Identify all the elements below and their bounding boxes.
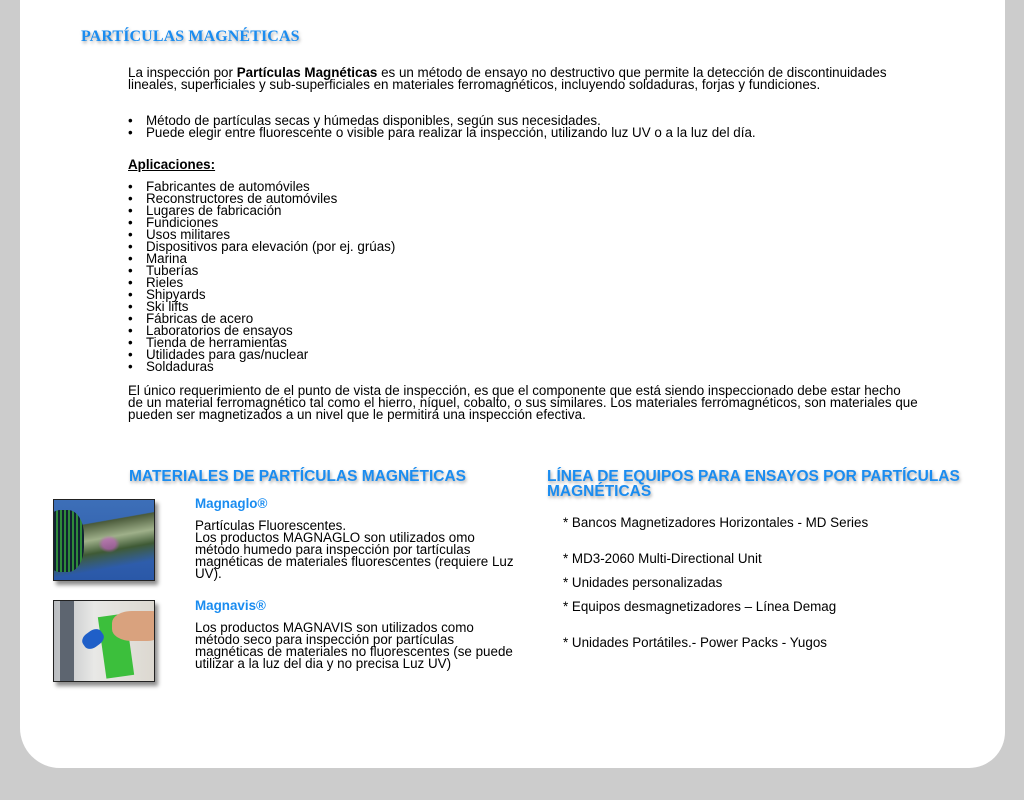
applications-heading: Aplicaciones: <box>128 157 216 172</box>
product-description-magnaglo <box>195 520 515 580</box>
intro-paragraph <box>128 67 918 91</box>
bullet-icon: • <box>128 239 133 254</box>
bullet-icon: • <box>128 323 133 338</box>
magnaglo-image <box>53 499 155 581</box>
image-post <box>60 601 74 681</box>
bullet-icon: • <box>128 125 133 140</box>
application-text: Rieles <box>146 275 184 290</box>
application-text: Utilidades para gas/nuclear <box>146 347 309 362</box>
bullet-icon: • <box>128 113 133 128</box>
bullet-icon: • <box>128 251 133 266</box>
application-text: Tuberías <box>146 263 199 278</box>
application-text: Lugares de fabricación <box>146 203 282 218</box>
feature-item <box>128 127 756 139</box>
application-text: Soldaduras <box>146 359 214 374</box>
materials-section-title: MATERIALES DE PARTÍCULAS MAGNÉTICAS <box>129 468 466 485</box>
page-title: PARTÍCULAS MAGNÉTICAS <box>81 28 300 45</box>
feature-text: Puede elegir entre fluorescente o visible para realizar la inspección, utilizando luz UV o a la luz del día. <box>146 125 756 140</box>
application-text: Fundiciones <box>146 215 219 230</box>
intro-bold-term: Partículas Magnéticas <box>236 65 378 80</box>
magnavis-image <box>53 600 155 682</box>
application-text: Marina <box>146 251 187 266</box>
feature-text: Método de partículas secas y húmedas disponibles, según sus necesidades. <box>146 113 601 128</box>
bullet-icon: • <box>128 191 133 206</box>
bullet-icon: • <box>128 215 133 230</box>
equipment-item: * MD3-2060 Multi-Directional Unit <box>563 551 762 566</box>
application-text: Shipyards <box>146 287 206 302</box>
applications-list <box>128 181 395 373</box>
application-text: Reconstructores de automóviles <box>146 191 338 206</box>
application-text: Tienda de herramientas <box>146 335 287 350</box>
bullet-icon: • <box>128 179 133 194</box>
intro-prefix: La inspección por <box>128 65 237 80</box>
product-description-magnavis: Los productos MAGNAVIS son utilizados como método seco para inspección por partículas magnéticas de materiales no fluorescentes (se puede utilizar a la luz del dia y no precisa Luz UV) <box>195 620 513 671</box>
bullet-icon: • <box>128 311 133 326</box>
application-text: Usos militares <box>146 227 231 242</box>
equipment-section-title: LÍNEA DE EQUIPOS PARA ENSAYOS POR PARTÍCULAS MAGNÉTICAS <box>547 468 960 500</box>
application-text: Fabricantes de automóviles <box>146 179 310 194</box>
features-list <box>128 115 756 139</box>
product-subtitle: Partículas Fluorescentes. <box>195 518 347 533</box>
product-text: Los productos MAGNAGLO son utilizados omo método humedo para inspección por tartículas magnéticas de materiales fluorescentes (requiere Luz UV). <box>195 530 514 581</box>
bullet-icon: • <box>128 275 133 290</box>
application-text: Dispositivos para elevación (por ej. grúas) <box>146 239 396 254</box>
application-item <box>128 361 395 373</box>
image-hand <box>112 611 155 641</box>
product-name-magnaglo: Magnaglo® <box>195 496 268 511</box>
product-name-magnavis: Magnavis® <box>195 598 266 613</box>
application-text: Laboratorios de ensayos <box>146 323 293 338</box>
equipment-item: * Bancos Magnetizadores Horizontales - MD Series <box>563 515 869 530</box>
bullet-icon: • <box>128 347 133 362</box>
equipment-item: * Equipos desmagnetizadores – Línea Demag <box>563 599 837 614</box>
bullet-icon: • <box>128 359 133 374</box>
gear-shaft-graphic <box>53 510 84 572</box>
intro-suffix: es un método de ensayo no destructivo que permite la detección de discontinuidades lineales, superficiales y sub-superficiales en materiales ferromagnéticos, incluyendo soldaduras, forjas y fundiciones. <box>128 65 887 92</box>
bullet-icon: • <box>128 335 133 350</box>
bullet-icon: • <box>128 263 133 278</box>
application-text: Fábricas de acero <box>146 311 254 326</box>
bullet-icon: • <box>128 287 133 302</box>
equipment-item: * Unidades Portátiles.- Power Packs - Yugos <box>563 635 827 650</box>
closing-paragraph: El único requerimiento de el punto de vista de inspección, es que el componente que está siendo inspeccionado debe estar hecho de un material ferromagnético tal como el hierro, níquel, cobalto, o sus similares. Los materiales ferromagnéticos, son materiales que pueden ser magnetizados a un nivel que le permitirá una inspección efectiva. <box>128 383 918 422</box>
bullet-icon: • <box>128 227 133 242</box>
bullet-icon: • <box>128 299 133 314</box>
equipment-item: * Unidades personalizadas <box>563 575 723 590</box>
application-text: Ski lifts <box>146 299 189 314</box>
bullet-icon: • <box>128 203 133 218</box>
